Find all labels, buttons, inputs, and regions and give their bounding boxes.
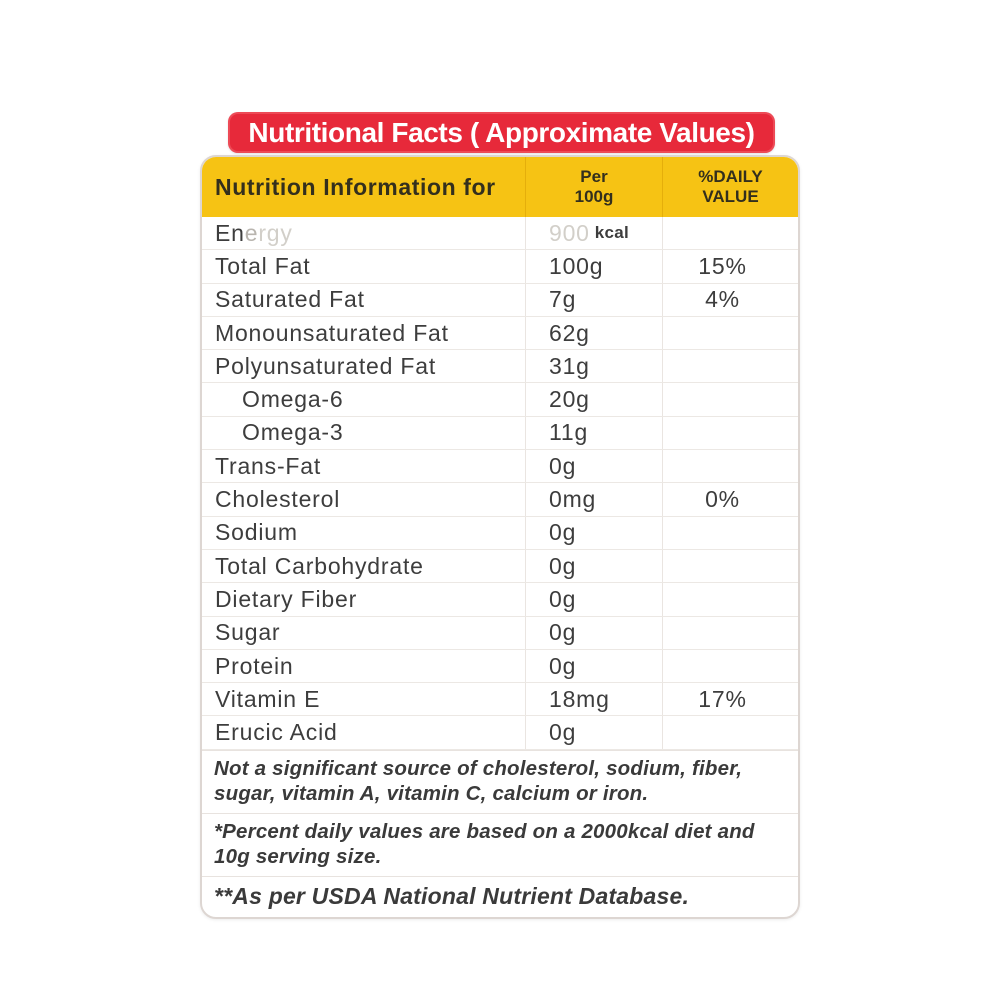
nutrient-amount: 0mg [549, 486, 597, 513]
nutrient-name: Trans-Fat [215, 452, 322, 479]
nutrition-card [200, 155, 800, 919]
nutrient-name: Omega-3 [242, 419, 344, 446]
nutrient-amount: 100g [549, 252, 604, 279]
column-header-nutrient: Nutrition Information for [215, 173, 496, 200]
nutrient-amount: 0g [549, 452, 577, 479]
nutrient-table [202, 217, 798, 750]
nutrient-name: Protein [215, 652, 294, 679]
nutrient-row [202, 716, 798, 749]
title-banner [228, 112, 775, 153]
nutrient-row [202, 583, 798, 616]
nutrient-daily-value: 17% [698, 685, 747, 712]
nutrient-unit: kcal [594, 223, 630, 243]
nutrient-amount: 0g [549, 719, 577, 746]
nutrient-name: Energy [215, 219, 293, 246]
footnote-significant-source: Not a significant source of cholesterol, sodium, fiber, sugar, vitamin A, vitamin C, calcium or iron. [202, 750, 798, 813]
nutrient-daily-value: 15% [698, 252, 747, 279]
footnote-percent-daily-values: *Percent daily values are based on a 2000kcal diet and 10g serving size. [202, 813, 798, 876]
nutrient-name: Sugar [215, 619, 281, 646]
nutrient-name: Saturated Fat [215, 286, 365, 313]
nutrient-name: Sodium [215, 519, 298, 546]
nutrient-amount: 900 [549, 219, 590, 246]
nutrient-daily-value: 0% [705, 486, 740, 513]
nutrient-amount: 0g [549, 552, 577, 579]
nutrient-row [202, 483, 798, 516]
nutrient-daily-value: 4% [705, 286, 740, 313]
nutrient-name: Total Carbohydrate [215, 552, 424, 579]
table-header-row [202, 157, 798, 217]
nutrient-amount: 0g [549, 652, 577, 679]
nutrient-amount: 0g [549, 585, 577, 612]
nutrient-row [202, 517, 798, 550]
nutrient-name: Dietary Fiber [215, 585, 358, 612]
nutrient-amount: 18mg [549, 685, 610, 712]
nutrient-amount: 7g [549, 286, 577, 313]
nutrient-amount: 0g [549, 519, 577, 546]
nutrient-row [202, 317, 798, 350]
nutrient-name: Cholesterol [215, 486, 341, 513]
nutrient-name: Total Fat [215, 252, 311, 279]
nutrient-name: Polyunsaturated Fat [215, 352, 437, 379]
nutrient-name: Vitamin E [215, 685, 321, 712]
nutrient-name: Omega-6 [242, 386, 344, 413]
nutrient-name: Erucic Acid [215, 719, 338, 746]
nutrient-amount: 20g [549, 386, 590, 413]
nutrient-row [202, 450, 798, 483]
nutrient-amount: 0g [549, 619, 577, 646]
nutrient-row [202, 217, 798, 250]
column-header-per-100g: Per 100g [525, 157, 662, 217]
nutrient-row [202, 284, 798, 317]
nutrient-row [202, 617, 798, 650]
nutrient-row [202, 650, 798, 683]
nutrient-row [202, 550, 798, 583]
nutrient-row [202, 417, 798, 450]
label-title: Nutritional Facts ( Approximate Values) [248, 116, 755, 148]
nutrient-row [202, 250, 798, 283]
nutrient-row [202, 350, 798, 383]
nutrient-row [202, 383, 798, 416]
footnote-usda-source: **As per USDA National Nutrient Database. [202, 876, 798, 918]
nutrient-amount: 62g [549, 319, 590, 346]
column-header-daily-value: %DAILY VALUE [662, 157, 798, 217]
nutrient-row [202, 683, 798, 716]
nutrient-amount: 31g [549, 352, 590, 379]
nutrient-amount: 11g [549, 419, 589, 446]
nutrient-name: Monounsaturated Fat [215, 319, 449, 346]
